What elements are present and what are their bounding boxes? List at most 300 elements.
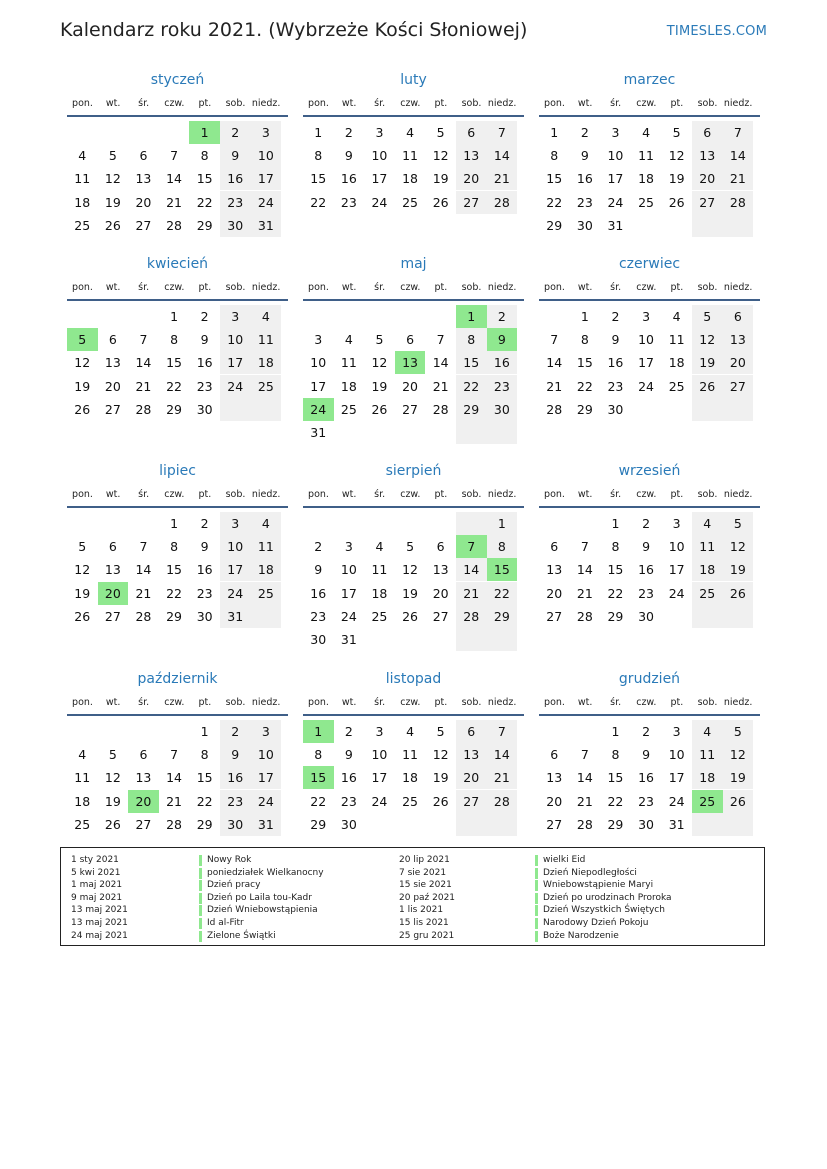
weekday-label: śr. <box>374 697 386 708</box>
weekday-label: czw. <box>400 98 421 109</box>
calendar-day: 18 <box>692 558 723 581</box>
calendar-day: 6 <box>456 720 487 743</box>
calendar-day: 31 <box>220 605 251 628</box>
calendar-day: 11 <box>340 355 357 371</box>
weekday-label: pt. <box>434 282 448 293</box>
month-divider <box>303 714 524 716</box>
calendar-day: 19 <box>104 793 121 809</box>
weekday-label: czw. <box>164 282 185 293</box>
calendar-day: 6 <box>108 539 117 555</box>
holiday-marker <box>199 905 202 916</box>
holiday-day: 7 <box>456 535 487 558</box>
calendar-day: 4 <box>251 305 282 328</box>
calendar-day: 6 <box>456 121 487 144</box>
calendar-day: 5 <box>692 305 723 328</box>
calendar-day: 28 <box>487 790 518 813</box>
calendar-day: 13 <box>104 355 121 371</box>
calendar-day: 8 <box>580 332 589 348</box>
calendar-day: 23 <box>340 194 357 210</box>
weekday-label: pt. <box>198 282 212 293</box>
calendar-day: 13 <box>456 144 487 167</box>
calendar-day: 7 <box>487 121 518 144</box>
calendar-day: 17 <box>638 355 654 371</box>
weekend-cell <box>723 214 754 237</box>
weekday-label: pon. <box>544 489 565 500</box>
site-link[interactable]: TIMESLES.COM <box>666 24 767 39</box>
calendar-day: 31 <box>251 813 282 836</box>
calendar-day: 21 <box>576 793 593 809</box>
holiday-marker <box>199 880 202 891</box>
calendar-day: 10 <box>340 562 357 578</box>
calendar-day: 5 <box>436 724 445 739</box>
calendar-day: 15 <box>310 171 327 187</box>
calendar-day: 10 <box>251 144 282 167</box>
calendar-day: 7 <box>487 720 518 743</box>
calendar-day: 28 <box>166 816 182 832</box>
calendar-day: 2 <box>220 720 251 743</box>
calendar-day: 13 <box>723 328 754 351</box>
calendar-day: 6 <box>406 332 415 348</box>
calendar-day: 3 <box>642 309 651 324</box>
calendar-day: 4 <box>642 125 651 140</box>
calendar-day: 2 <box>220 121 251 144</box>
calendar-day: 17 <box>220 558 251 581</box>
calendar-day: 21 <box>723 167 754 190</box>
calendar-day: 10 <box>607 148 624 164</box>
calendar-day: 17 <box>340 585 357 601</box>
calendar-day: 5 <box>672 125 681 140</box>
calendar-day: 29 <box>607 816 624 832</box>
holiday-date: 9 maj 2021 <box>71 892 123 903</box>
calendar-day: 18 <box>251 351 282 374</box>
weekday-label: pon. <box>308 697 329 708</box>
month-divider <box>303 115 524 117</box>
calendar-day: 18 <box>402 770 418 786</box>
calendar-day: 14 <box>487 743 518 766</box>
calendar-day: 27 <box>135 816 152 832</box>
weekday-label: sob. <box>225 489 246 500</box>
weekday-label: czw. <box>164 489 185 500</box>
calendar-day: 3 <box>314 332 323 348</box>
calendar-day: 12 <box>74 355 91 371</box>
calendar-day: 28 <box>432 401 449 417</box>
holiday-day: 1 <box>303 720 334 743</box>
calendar-day: 5 <box>108 747 117 763</box>
calendar-day: 15 <box>196 770 213 786</box>
calendar-day: 16 <box>487 351 518 374</box>
calendar-day: 14 <box>135 562 152 578</box>
holiday-date: 25 gru 2021 <box>399 930 455 941</box>
calendar-day: 18 <box>340 378 357 394</box>
calendar-day: 14 <box>166 171 182 187</box>
weekday-label: pon. <box>72 697 93 708</box>
calendar-day: 19 <box>668 171 685 187</box>
calendar-day: 25 <box>371 608 388 624</box>
holiday-day: 1 <box>189 121 220 144</box>
calendar-day: 1 <box>611 724 620 739</box>
calendar-day: 29 <box>546 217 563 233</box>
page-title: Kalendarz roku 2021. (Wybrzeże Kości Słoniowej) <box>60 19 528 41</box>
calendar-day: 8 <box>200 148 209 164</box>
weekday-label: czw. <box>400 282 421 293</box>
calendar-day: 15 <box>576 355 593 371</box>
month-name: marzec <box>623 72 676 88</box>
calendar-day: 16 <box>196 562 213 578</box>
weekday-label: wt. <box>577 282 593 293</box>
calendar-day: 12 <box>432 148 449 164</box>
calendar-day: 1 <box>611 516 620 531</box>
calendar-day: 5 <box>78 539 87 555</box>
calendar-day: 1 <box>580 309 589 324</box>
calendar-day: 24 <box>220 582 251 605</box>
calendar-day: 10 <box>220 328 251 351</box>
calendar-day: 8 <box>170 332 179 348</box>
weekday-label: czw. <box>636 489 657 500</box>
calendar-day: 10 <box>220 535 251 558</box>
calendar-day: 11 <box>251 328 282 351</box>
holiday-marker <box>199 931 202 942</box>
calendar-day: 22 <box>310 793 327 809</box>
calendar-day: 30 <box>220 214 251 237</box>
calendar-day: 25 <box>74 217 91 233</box>
holiday-marker <box>535 855 538 866</box>
calendar-day: 24 <box>668 793 685 809</box>
calendar-day: 17 <box>251 167 282 190</box>
weekday-label: wt. <box>105 489 121 500</box>
calendar-day: 4 <box>672 309 681 324</box>
holiday-day: 20 <box>128 790 159 813</box>
calendar-day: 9 <box>611 332 620 348</box>
month-divider <box>67 506 288 508</box>
holiday-marker <box>535 905 538 916</box>
calendar-day: 20 <box>456 167 487 190</box>
month-name: kwiecień <box>146 256 209 272</box>
weekend-cell <box>723 813 754 836</box>
weekday-label: wt. <box>577 489 593 500</box>
calendar-day: 2 <box>611 309 620 324</box>
calendar-day: 19 <box>723 558 754 581</box>
weekday-label: czw. <box>636 282 657 293</box>
calendar-day: 15 <box>166 562 182 578</box>
weekday-label: niedz. <box>723 98 753 109</box>
calendar-day: 3 <box>672 724 681 739</box>
calendar-day: 26 <box>104 217 121 233</box>
weekday-label: sob. <box>697 98 718 109</box>
calendar-day: 12 <box>723 743 754 766</box>
holiday-name: Dzień Wniebowstąpienia <box>207 905 318 916</box>
holiday-marker <box>535 880 538 891</box>
weekday-label: pon. <box>72 98 93 109</box>
calendar-day: 19 <box>74 378 91 394</box>
calendar-day: 21 <box>456 582 487 605</box>
calendar-day: 26 <box>402 608 418 624</box>
calendar-day: 20 <box>432 585 449 601</box>
calendar-day: 6 <box>108 332 117 348</box>
weekend-cell <box>487 421 518 444</box>
weekday-label: śr. <box>138 282 150 293</box>
calendar-day: 22 <box>456 375 487 398</box>
calendar-day: 10 <box>371 148 388 164</box>
weekday-label: sob. <box>225 98 246 109</box>
calendar-day: 14 <box>576 562 593 578</box>
calendar-day: 27 <box>104 401 121 417</box>
calendar-day: 26 <box>668 194 685 210</box>
month-name: lipiec <box>159 463 196 479</box>
calendar-day: 2 <box>580 125 589 140</box>
calendar-day: 9 <box>314 562 323 578</box>
holiday-marker <box>199 918 202 929</box>
calendar-day: 29 <box>166 401 182 417</box>
month-name: maj <box>400 256 427 272</box>
calendar-day: 20 <box>546 793 563 809</box>
weekday-label: śr. <box>374 98 386 109</box>
weekday-label: sob. <box>697 489 718 500</box>
calendar-day: 23 <box>196 585 213 601</box>
weekday-label: śr. <box>138 98 150 109</box>
calendar-day: 27 <box>402 401 418 417</box>
calendar-day: 9 <box>200 539 209 555</box>
weekday-label: czw. <box>400 697 421 708</box>
weekday-label: śr. <box>374 489 386 500</box>
calendar-day: 30 <box>487 398 518 421</box>
calendar-day: 26 <box>371 401 388 417</box>
calendar-day: 4 <box>692 512 723 535</box>
calendar-day: 7 <box>170 148 179 164</box>
calendar-day: 18 <box>668 355 685 371</box>
month-name: sierpień <box>385 463 442 479</box>
weekday-label: pon. <box>72 282 93 293</box>
calendar-day: 24 <box>607 194 624 210</box>
calendar-day: 13 <box>432 562 449 578</box>
calendar-day: 9 <box>220 144 251 167</box>
holiday-date: 7 sie 2021 <box>399 867 447 878</box>
weekend-cell <box>692 813 723 836</box>
calendar-day: 13 <box>135 770 152 786</box>
calendar-day: 14 <box>135 355 152 371</box>
weekday-label: wt. <box>105 697 121 708</box>
holiday-day: 24 <box>303 398 334 421</box>
holiday-date: 5 kwi 2021 <box>71 867 121 878</box>
weekday-label: niedz. <box>251 489 281 500</box>
holiday-date: 24 maj 2021 <box>71 930 128 941</box>
calendar-day: 27 <box>456 191 487 214</box>
holiday-legend <box>60 847 765 946</box>
calendar-day: 21 <box>546 378 563 394</box>
calendar-day: 3 <box>375 724 384 739</box>
calendar-day: 6 <box>550 747 559 763</box>
calendar-day: 8 <box>611 747 620 763</box>
calendar-day: 4 <box>78 747 87 763</box>
calendar-day: 3 <box>251 121 282 144</box>
calendar-day: 30 <box>220 813 251 836</box>
calendar-day: 16 <box>340 770 357 786</box>
calendar-day: 1 <box>314 125 323 140</box>
calendar-day: 28 <box>135 401 152 417</box>
holiday-date: 1 sty 2021 <box>71 855 119 865</box>
calendar-day: 1 <box>550 125 559 140</box>
calendar-day: 25 <box>692 582 723 605</box>
weekday-label: niedz. <box>487 98 517 109</box>
holiday-name: Dzień Niepodległości <box>543 867 637 878</box>
holiday-marker <box>535 918 538 929</box>
calendar-day: 14 <box>166 770 182 786</box>
calendar-day: 4 <box>692 720 723 743</box>
weekday-label: wt. <box>577 697 593 708</box>
calendar-day: 5 <box>723 512 754 535</box>
calendar-day: 12 <box>692 328 723 351</box>
calendar-day: 30 <box>607 401 624 417</box>
calendar-day: 17 <box>220 351 251 374</box>
calendar-day: 18 <box>74 194 91 210</box>
calendar-day: 19 <box>432 171 449 187</box>
calendar-day: 3 <box>220 305 251 328</box>
month-name: grudzień <box>618 671 681 687</box>
calendar-day: 1 <box>487 512 518 535</box>
calendar-day: 10 <box>251 743 282 766</box>
weekday-label: niedz. <box>723 489 753 500</box>
calendar-day: 28 <box>546 401 563 417</box>
calendar-day: 26 <box>74 401 91 417</box>
calendar-day: 22 <box>607 793 624 809</box>
calendar-day: 28 <box>135 608 152 624</box>
calendar-day: 6 <box>139 148 148 164</box>
calendar-day: 16 <box>310 585 327 601</box>
calendar-day: 4 <box>78 148 87 164</box>
calendar-day: 20 <box>402 378 418 394</box>
calendar-day: 22 <box>607 585 624 601</box>
calendar-day: 17 <box>251 766 282 789</box>
calendar-day: 31 <box>340 632 357 647</box>
weekday-label: pt. <box>670 98 684 109</box>
calendar-day: 12 <box>104 171 121 187</box>
weekday-label: pon. <box>308 98 329 109</box>
weekday-label: niedz. <box>251 697 281 708</box>
calendar-day: 8 <box>314 747 323 763</box>
weekday-label: śr. <box>610 489 622 500</box>
calendar-day: 24 <box>251 191 282 214</box>
calendar-day: 11 <box>74 171 91 187</box>
calendar-day: 24 <box>220 375 251 398</box>
holiday-day: 9 <box>487 328 518 351</box>
calendar-day: 27 <box>546 608 563 624</box>
calendar-day: 18 <box>638 171 654 187</box>
holiday-name: wielki Eid <box>543 855 586 865</box>
weekend-cell <box>487 813 518 836</box>
calendar-day: 11 <box>74 770 91 786</box>
calendar-day: 8 <box>611 539 620 555</box>
calendar-day: 24 <box>638 378 654 394</box>
weekday-label: śr. <box>610 697 622 708</box>
holiday-date: 20 lip 2021 <box>399 855 450 865</box>
weekday-label: pt. <box>434 697 448 708</box>
weekday-label: śr. <box>138 697 150 708</box>
calendar-day: 30 <box>638 816 654 832</box>
calendar-day: 29 <box>310 816 327 832</box>
calendar-day: 1 <box>200 724 209 739</box>
holiday-name: Narodowy Dzień Pokoju <box>543 918 649 928</box>
month-name: wrzesień <box>618 463 681 479</box>
calendar-day: 12 <box>432 747 449 763</box>
calendar-day: 9 <box>642 747 651 763</box>
calendar-day: 20 <box>546 585 563 601</box>
calendar-day: 16 <box>607 355 624 371</box>
holiday-name: Zielone Świątki <box>207 930 276 941</box>
calendar-day: 23 <box>487 375 518 398</box>
calendar-day: 11 <box>668 332 685 348</box>
calendar-day: 23 <box>638 585 654 601</box>
weekday-label: niedz. <box>723 282 753 293</box>
weekday-label: czw. <box>164 697 185 708</box>
calendar-day: 25 <box>638 194 654 210</box>
calendar-day: 13 <box>456 743 487 766</box>
weekend-cell <box>723 398 754 421</box>
weekday-label: czw. <box>636 98 657 109</box>
calendar-day: 11 <box>638 148 654 164</box>
calendar-day: 2 <box>344 125 353 140</box>
calendar-day: 22 <box>546 194 563 210</box>
weekday-label: pt. <box>198 98 212 109</box>
calendar-day: 5 <box>436 125 445 140</box>
calendar-day: 17 <box>310 378 327 394</box>
holiday-day: 13 <box>395 351 426 374</box>
calendar-day: 29 <box>196 816 213 832</box>
calendar-day: 4 <box>406 125 415 140</box>
calendar-day: 2 <box>200 309 209 324</box>
calendar-day: 16 <box>638 562 654 578</box>
calendar-day: 3 <box>251 720 282 743</box>
calendar-day: 3 <box>220 512 251 535</box>
calendar-day: 28 <box>456 605 487 628</box>
calendar-day: 18 <box>692 766 723 789</box>
month-divider <box>303 299 524 301</box>
holiday-day: 5 <box>67 328 98 351</box>
calendar-day: 9 <box>580 148 589 164</box>
holiday-marker <box>199 893 202 904</box>
calendar-day: 27 <box>104 608 121 624</box>
weekend-cell <box>692 398 723 421</box>
calendar-day: 18 <box>371 585 388 601</box>
holiday-day: 15 <box>303 766 334 789</box>
calendar-day: 30 <box>576 217 593 233</box>
calendar-day: 6 <box>723 305 754 328</box>
calendar-day: 29 <box>166 608 182 624</box>
holiday-date: 15 sie 2021 <box>399 880 452 891</box>
month-divider <box>539 714 760 716</box>
holiday-day: 15 <box>487 558 518 581</box>
weekday-label: pt. <box>434 489 448 500</box>
calendar-day: 17 <box>668 562 685 578</box>
calendar-day: 31 <box>251 214 282 237</box>
weekday-label: wt. <box>341 697 357 708</box>
calendar-day: 29 <box>456 398 487 421</box>
weekend-cell <box>251 398 282 421</box>
calendar-day: 20 <box>135 194 152 210</box>
calendar-day: 13 <box>104 562 121 578</box>
calendar-day: 10 <box>668 747 685 763</box>
holiday-day: 25 <box>692 790 723 813</box>
calendar-day: 7 <box>550 332 559 348</box>
weekday-label: czw. <box>400 489 421 500</box>
calendar-day: 19 <box>74 585 91 601</box>
calendar-day: 18 <box>74 793 91 809</box>
holiday-marker <box>535 893 538 904</box>
calendar-day: 27 <box>723 375 754 398</box>
calendar-day: 2 <box>642 516 651 531</box>
calendar-day: 7 <box>170 747 179 763</box>
weekday-label: śr. <box>138 489 150 500</box>
calendar-day: 25 <box>668 378 685 394</box>
calendar-day: 25 <box>251 375 282 398</box>
